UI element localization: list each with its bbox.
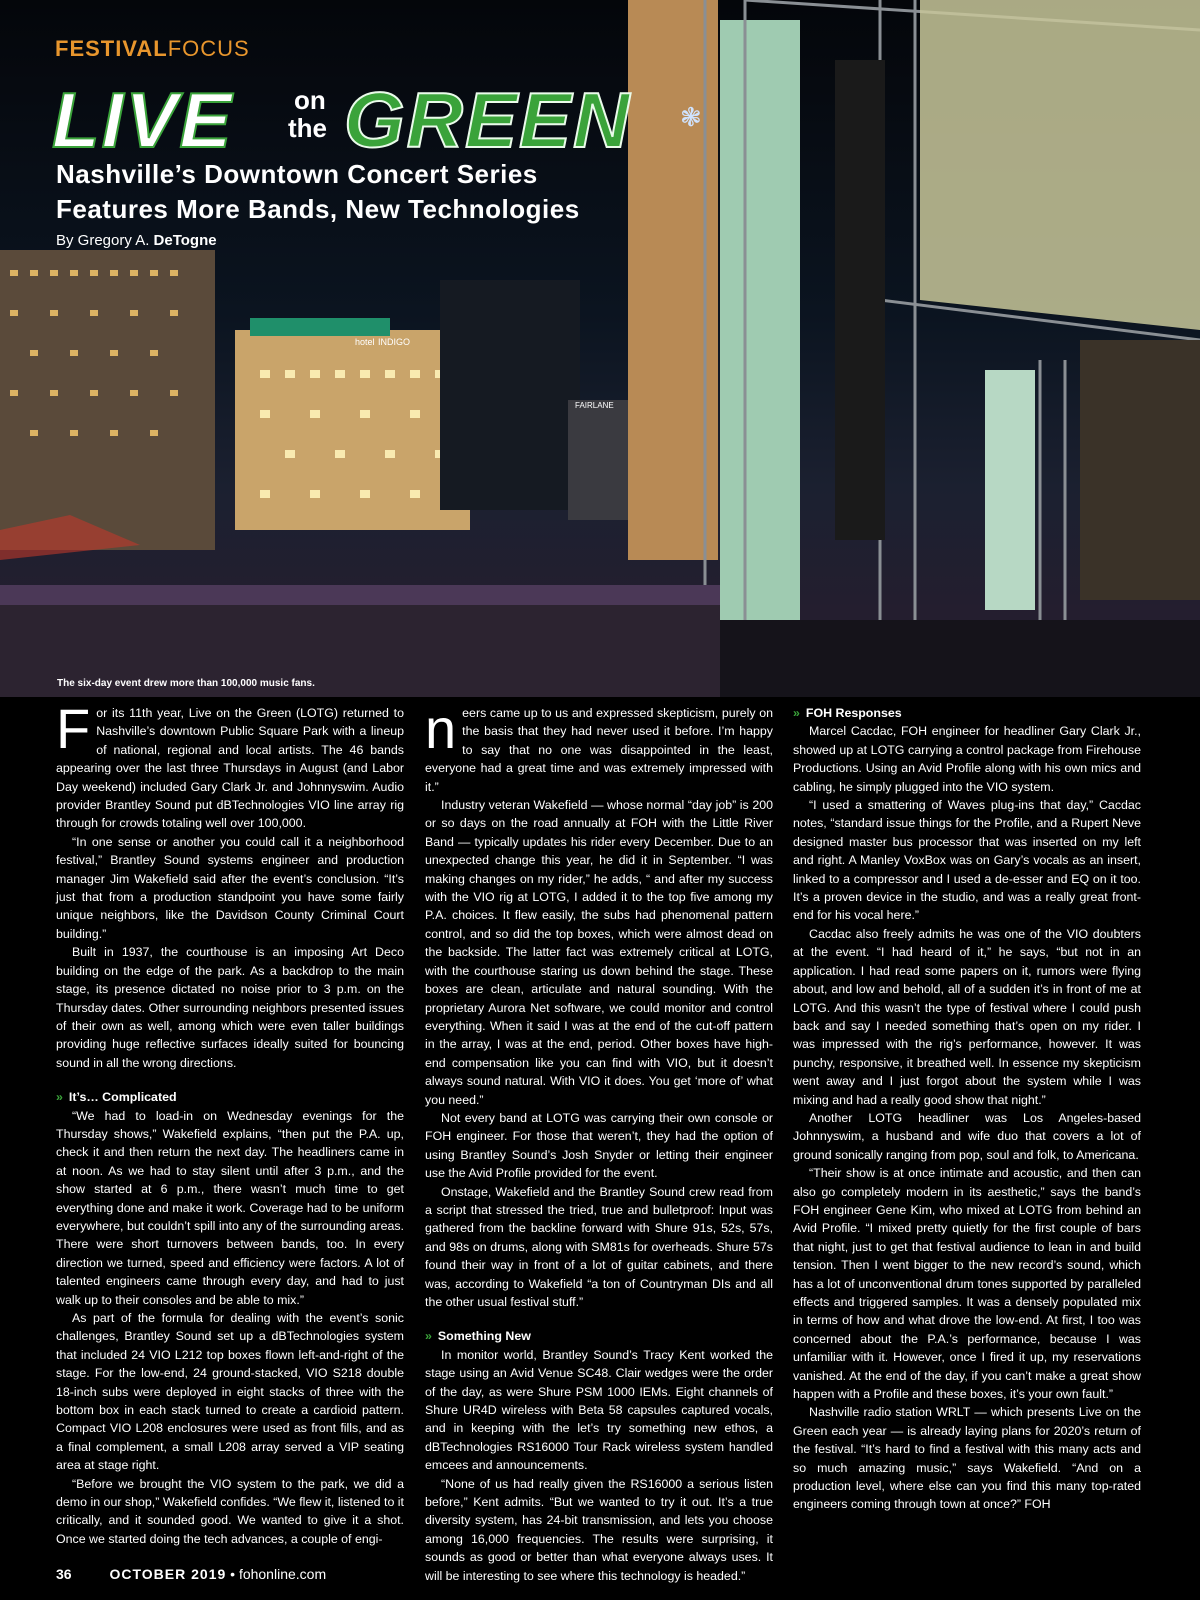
headline-on: on — [294, 85, 326, 115]
paragraph: “Their show is at once intimate and acoustic, and then can also go completely modern in its aesthetic,” says the band’s FOH engineer Gene Kim, who mixed at LOTG from behind an Avid Profile. “I mixed pretty quietly for the first couple of bars that night, just to get that festival audience to lean in and build tension. Then I went bigger to the new record’s sound, which has a lot of unconventional drum tones supported by paralleled effects and triggered samples. It was a densely populated mix in terms of how and what drove the low-end. At first, I too was concerned about the P.A.’s performance, because I was unfamiliar with it. However, once I fired it up, my reservations vanished. At the end of the day, if you can’t make a great show happen with a Profile and these boxes, it’s your own fault.” — [793, 1166, 1141, 1402]
chevron-right-icon: » — [425, 1329, 432, 1344]
section-heading-text: FOH Responses — [805, 706, 902, 720]
paragraph: Marcel Cacdac, FOH engineer for headliner Gary Clark Jr., showed up at LOTG carrying a control package from Firehouse Productions. Using an Avid Profile along with his own mics and cabling, he simply plugged into the VIO system. — [793, 724, 1141, 794]
paragraph: In monitor world, Brantley Sound’s Tracy Kent worked the stage using an Avid Venue SC48. Clair wedges were the order of the day, as were Shure PSM 1000 IEMs. Eight channels of Shure UR4D wireless with Beta 58 capsules captured vocals, and in keeping with the let’s try something new ethos, a dBTechnologies RS16000 Tour Rack wireless system handled emcees and announcements. — [425, 1347, 773, 1473]
flower-ornament-icon: ❃ — [680, 102, 702, 132]
crowd-lights — [0, 585, 720, 605]
building-left — [0, 250, 215, 550]
article-column-3 — [793, 704, 1141, 1514]
section-heading — [793, 704, 1141, 722]
paragraph: “In one sense or another you could call it a neighborhood festival,” Brantley Sound systems engineer and production manager Jim Wakefield said after the event’s conclusion. “It’s just that from a production standpoint you have some fairly unique neighbors, like the Davidson County Criminal Court building.” — [56, 834, 404, 941]
paragraph: “I used a smattering of Waves plug-ins that day,” Cacdac notes, “standard issue things for the Profile, and a Rupert Neve designed master bus processor that was inserted on my left and right. A Manley VoxBox was on Gary’s vocals as an insert, linked to a compressor and I used a de-esser and EQ on it too. It’s a proven device in the studio, and was a really great front-end for his vocal here.” — [793, 798, 1141, 923]
video-screen-right — [985, 370, 1035, 610]
paragraph: Another LOTG headliner was Los Angeles-based Johnnyswim, a husband and wife duo that covers a lot of ground sonically ranging from pop, soul and folk, to Americana. — [793, 1110, 1141, 1162]
article-column-1 — [56, 697, 404, 1548]
issue-date: OCTOBER 2019 — [109, 1566, 227, 1582]
paragraph: “None of us had really given the RS16000 a serious listen before,” Kent admits. “But we wanted to try it out. It’s a true diversity system, has 24-bit transmission, and lets you choose among 16,000 frequencies. The results were surprising, it sounds as good or better than what everyone always uses. It will be interesting to see where this technology is headed.” — [425, 1476, 773, 1583]
kicker-festival: FESTIVAL — [55, 36, 168, 61]
section-heading-text: It’s… Complicated — [68, 1090, 177, 1105]
fairlane-sign: FAIRLANE — [575, 401, 614, 410]
headline-live: LIVE — [52, 76, 234, 164]
byline-prefix: By Gregory A. — [56, 232, 150, 249]
hotel-indigo-building — [235, 330, 470, 530]
paragraph: Not every band at LOTG was carrying their own console or FOH engineer. For those that weren’t, they had the option of using Brantley Sound’s Josh Snyder or letting their engineer use the Avid Profile provided for the event. — [425, 1110, 773, 1181]
chevron-right-icon: » — [56, 1090, 63, 1105]
paragraph: “We had to load-in on Wednesday evenings for the Thursday shows,” Wakefield explains, “then put the P.A. up, check it and then return the next day. The headliners came in at noon. As we had to stay silent until after 3 p.m., and the show started at 6 p.m., there wasn’t much time to get everything done and make it work. Coverage had to be uniform everywhere, but couldn’t spill into any of the surrounding areas. There were short turnovers between bands, too. In every direction we turned, speed and efficiency were factors. A lot of talented engineers came through every day, and had to just walk up to their consoles and be able to mix.” — [56, 1108, 404, 1307]
page-number: 36 — [56, 1566, 72, 1582]
paragraph: neers came up to us and expressed skepticism, purely on the basis that they had never used it before. I’m happy to say that no one was disappointed in the least, everyone had a great time and was extremely impressed with it.” — [425, 697, 773, 794]
stage-floor — [720, 620, 1200, 697]
byline — [56, 232, 217, 249]
line-array-speakers — [835, 60, 885, 540]
stage-roof — [920, 0, 1200, 330]
paragraph: For its 11th year, Live on the Green (LOTG) returned to Nashville’s downtown Public Square Park with a lineup of national, regional and local artists. The 46 bands appearing over the last three Thursdays in August (and Labor Day weekend) included Gary Clark Jr. and Johnnyswim. Audio provider Brantley Sound put dBTechnologies VIO line array rig through for crowds totaling well over 100,000. — [56, 697, 404, 831]
hotel-sign: hotel — [355, 337, 375, 347]
building-right — [1080, 340, 1200, 600]
subheadline-line2: Features More Bands, New Technologies — [56, 194, 580, 224]
paragraph: “Before we brought the VIO system to the park, we did a demo in our shop,” Wakefield confides. “We flew it, listened to it critically, and it sounded good. We wanted to give it a shot. Once we started doing the tech advances, a couple of engi- — [56, 1476, 404, 1546]
photo-caption: The six-day event drew more than 100,000 music fans. — [57, 678, 315, 689]
subheadline-line1: Nashville’s Downtown Concert Series — [56, 159, 538, 189]
paragraph: Built in 1937, the courthouse is an imposing Art Deco building on the edge of the park. As a backdrop to the main stage, its presence dictated no noise prior to 3 p.m. on the Thursday dates. Other surrounding neighbors presented issues of their own as well, among which were even taller buildings providing huge reflective surfaces ideally suited for bouncing sound in all the wrong directions. — [56, 945, 404, 1070]
byline-surname: DeTogne — [153, 232, 217, 249]
paragraph: Onstage, Wakefield and the Brantley Sound crew read from a script that stressed the tried, true and bulletproof: Input was gathered from the backline forward with Shure 91s, 52s, 57s, and 98s on drums, along with SM81s for overheads. Shure 57s found their way in front of a lot of guitar cabinets, and there was, according to Wakefield “a ton of Countryman DIs and all the other usual festival stuff.” — [425, 1184, 773, 1309]
paragraph: Nashville radio station WRLT — which presents Live on the Green each year — is already laying plans for 2020’s return of the festival. “It’s hard to find a festival with this many acts and so much amazing music,” says Wakefield. “And on a production level, where else can you find this many top-rated engineers coming through town at once?” FOH — [793, 1405, 1141, 1512]
kicker-focus: FOCUS — [167, 36, 250, 61]
tower-dark — [440, 280, 580, 510]
footer-separator: • — [230, 1566, 236, 1582]
section-heading-text: Something New — [437, 1329, 531, 1344]
page-footer — [56, 1566, 326, 1582]
headline-green: GREEN — [344, 76, 632, 164]
paragraph: As part of the formula for dealing with the event’s sonic challenges, Brantley Sound set up a dBTechnologies system that included 24 VIO L212 top boxes flown left-and-right of the stage. For the low-end, 24 ground-stacked, VIO S218 double 18-inch subs were deployed in eight stacks of three with the bottom box in each stack turned to create a cardioid pattern. Compact VIO L208 enclosures were used as front fills, and as a final complement, a small L208 array served a VIP seating area at stage right. — [56, 1311, 404, 1473]
video-screen-left — [720, 20, 800, 630]
headline-the: the — [288, 113, 327, 143]
fairlane-building — [568, 400, 638, 520]
hero-photo — [0, 0, 1200, 697]
section-kicker — [55, 36, 250, 62]
indigo-sign: INDIGO — [378, 337, 411, 347]
chevron-right-icon: » — [793, 706, 800, 720]
article-column-2 — [425, 697, 773, 1585]
paragraph: Cacdac also freely admits he was one of the VIO doubters at the event. “I had heard of it,” he says, “but not in an application. I had read some papers on it, rumors were flying about, and low and behold, all of a sudden it’s in front of me at LOTG. And this wasn’t the type of festival where I could push back and say I needed something that’s open on my rider. I was impressed with the rig’s performance, however. It was punchy, responsive, it breathed well. In essence my skepticism went away and I just forgot about the system while I was mixing and had a really good show that night.” — [793, 926, 1141, 1107]
paragraph: Industry veteran Wakefield — whose normal “day job” is 200 or so days on the road annually at FOH with the Little River Band — typically updates his rider every December. Due to an unexpected change this year, he did it in September. “I was making changes on my rider,” he adds, “ and after my success with the VIO rig at LOTG, I added it to the top five among my P.A. choices. It flew easily, the subs had phenomenal pattern control, and so did the top boxes, which were almost dead on the backside. The latter fact was extremely critical at LOTG, with the courthouse staring us down behind the stage. These boxes are clean, articulate and natural sounding. With the proprietary Aurora Net software, we could monitor and control everything. When it said I was at the end of the cut-off pattern in the array, I was at the end, period. Other boxes have high-end compensation like you can find with VIO, but it doesn’t always sound natural. With VIO it does. You get ‘more of’ what you need.” — [425, 798, 773, 1107]
subheadline — [56, 157, 580, 227]
section-heading — [56, 1088, 404, 1106]
section-heading — [425, 1327, 773, 1345]
footer-site: fohonline.com — [238, 1566, 327, 1582]
hotel-rooftop-glow — [250, 318, 390, 336]
